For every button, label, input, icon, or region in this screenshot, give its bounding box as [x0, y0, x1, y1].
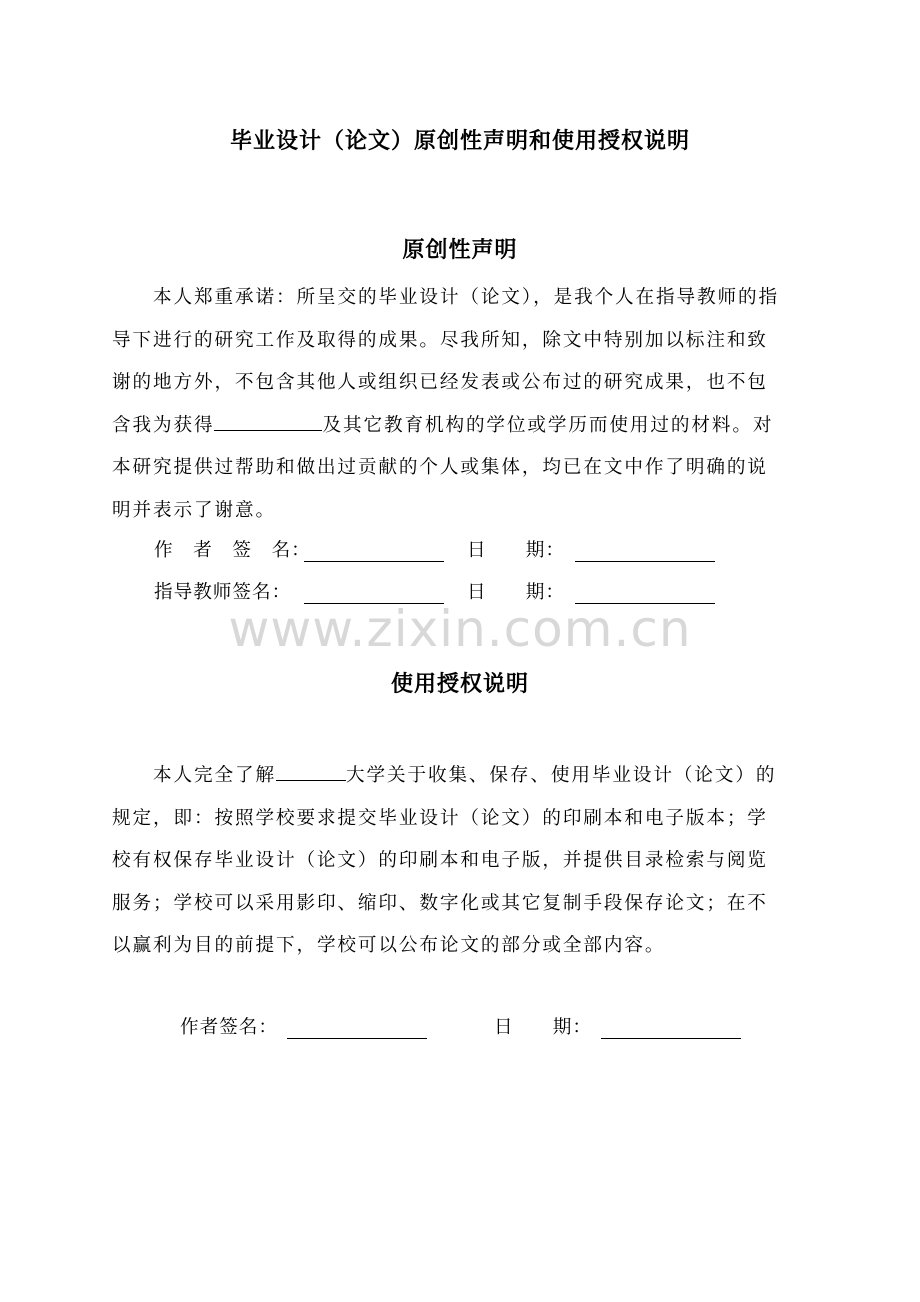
- author-sign-label: 作 者 签 名：: [154, 540, 311, 561]
- authorization-line-1-end: 大学关于收集、保存、使用毕业设计（论文）的: [345, 765, 777, 786]
- advisor-sign-label: 指导教师签名：: [154, 582, 292, 603]
- authorization-author-field[interactable]: [287, 1037, 427, 1039]
- authorization-author-label: 作者签名：: [180, 1017, 278, 1038]
- authorization-line-4: 服务；学校可以采用影印、缩印、数字化或其它复制手段保存论文；在不: [112, 892, 768, 914]
- originality-line-6: 明并表示了谢意。: [112, 499, 276, 521]
- authorization-body: [112, 755, 812, 968]
- authorization-line-1-start: 本人完全了解: [153, 765, 276, 786]
- page-title: 毕业设计（论文）原创性声明和使用授权说明: [229, 129, 690, 154]
- authorization-line-3: 校有权保存毕业设计（论文）的印刷本和电子版，并提供目录检索与阅览: [112, 850, 768, 871]
- originality-body: [112, 277, 812, 532]
- institution-blank[interactable]: [214, 412, 322, 431]
- authorization-line-2: 规定，即：按照学校要求提交毕业设计（论文）的印刷本和电子版本；学: [112, 807, 768, 829]
- watermark: www.zixin.com.cn: [228, 600, 692, 658]
- authorization-heading: 使用授权说明: [390, 672, 529, 697]
- authorization-date-label: 日 期：: [494, 1017, 592, 1038]
- authorization-date-field[interactable]: [601, 1037, 741, 1039]
- originality-line-3: 谢的地方外，不包含其他人或组织已经发表或公布过的研究成果，也不包: [112, 372, 768, 393]
- originality-line-2: 导下进行的研究工作及取得的成果。尽我所知，除文中特别加以标注和致: [112, 329, 768, 351]
- originality-line-4: [112, 405, 812, 448]
- originality-line-1: 本人郑重承诺：所呈交的毕业设计（论文），是我个人在指导教师的指: [153, 287, 780, 308]
- author-date-field[interactable]: [575, 560, 715, 562]
- university-blank[interactable]: [276, 762, 346, 781]
- authorization-line-5: 以赢利为目的前提下，学校可以公布论文的部分或全部内容。: [112, 935, 666, 956]
- advisor-date-label: 日 期：: [467, 582, 565, 603]
- originality-line-4-end: 及其它教育机构的学位或学历而使用过的材料。对: [322, 414, 774, 436]
- authorization-line-1: [112, 755, 812, 798]
- author-sign-field[interactable]: [304, 560, 444, 562]
- originality-line-5: 本研究提供过帮助和做出过贡献的个人或集体，均已在文中作了明确的说: [112, 457, 768, 478]
- originality-line-4-start: 含我为获得: [112, 414, 215, 436]
- author-date-label: 日 期：: [467, 540, 565, 561]
- originality-heading: 原创性声明: [402, 238, 518, 263]
